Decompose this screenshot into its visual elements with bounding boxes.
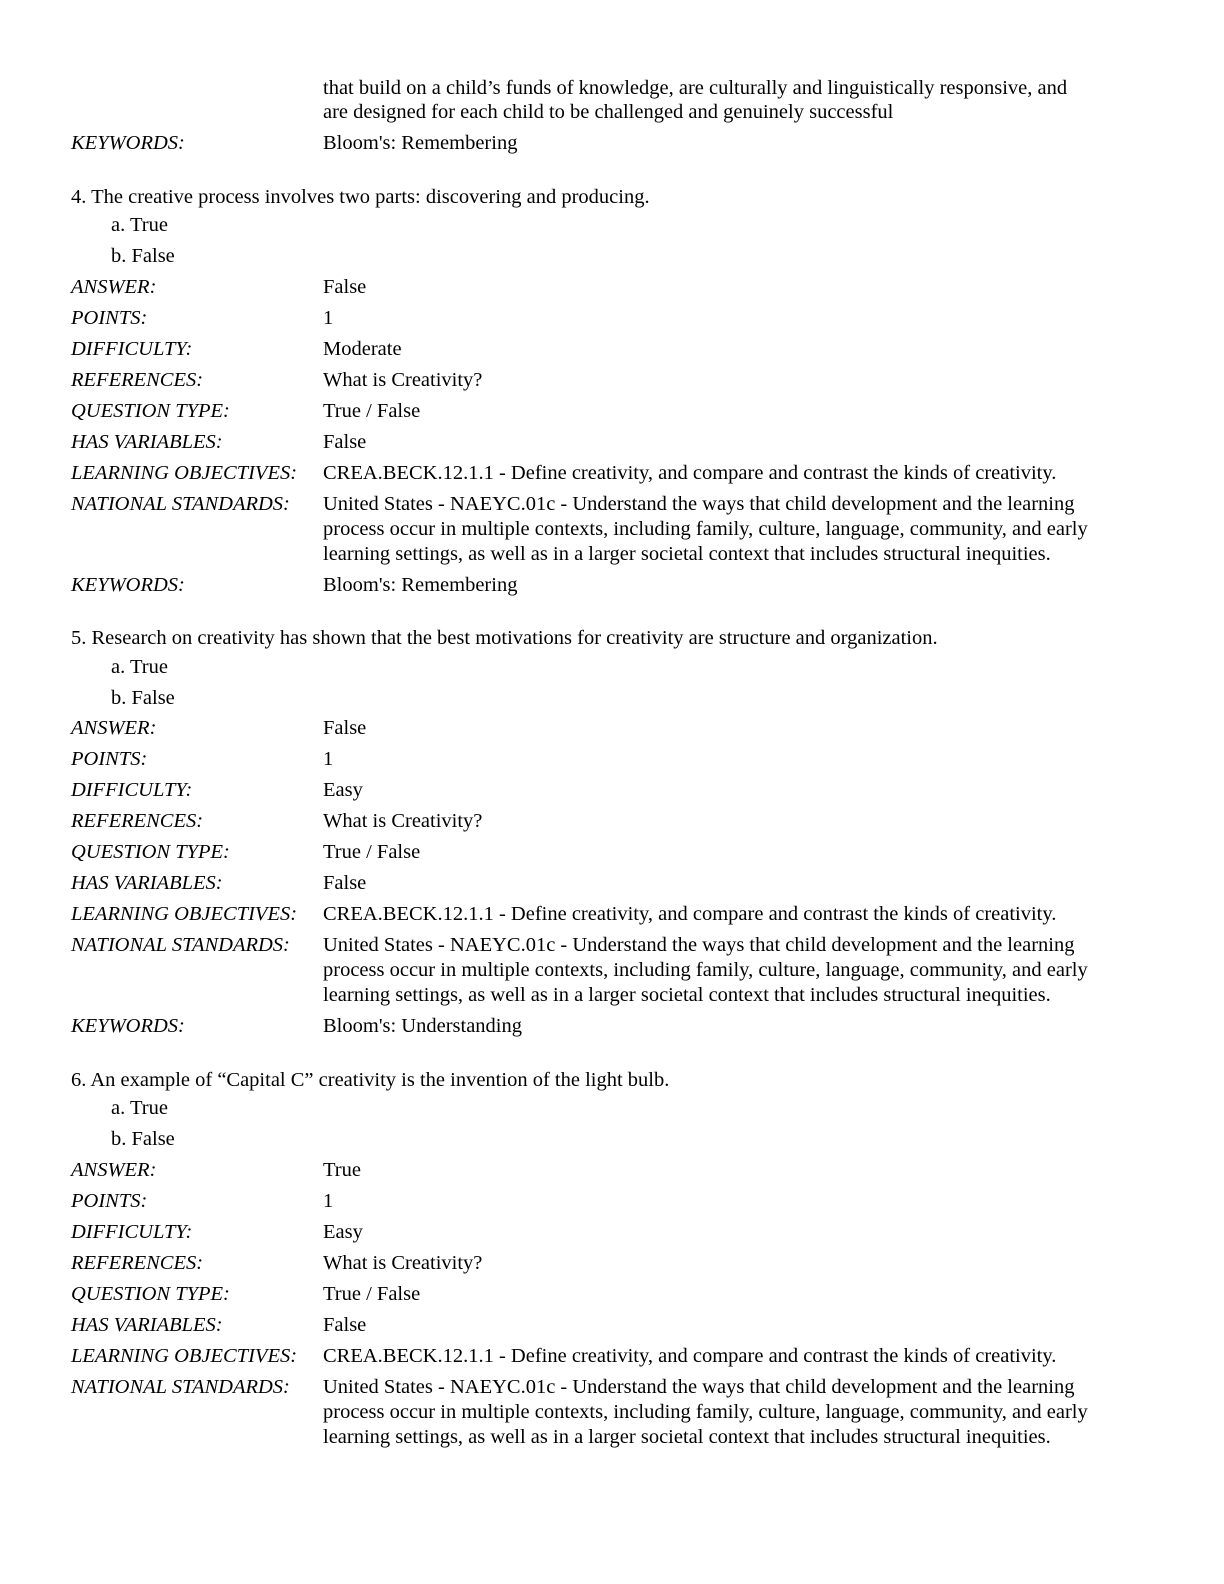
references-value: What is Creativity? xyxy=(323,1252,483,1274)
learning-objectives-label: LEARNING OBJECTIVES: xyxy=(71,1345,298,1367)
keywords-value: Bloom's: Understanding xyxy=(323,1015,523,1037)
answer-value: False xyxy=(323,276,367,298)
carryover-line-1: that build on a child’s funds of knowledge, are culturally and linguistically responsive, and xyxy=(323,77,1068,99)
has-variables-value: False xyxy=(323,872,367,894)
question-stem: 5. Research on creativity has shown that the best motivations for creativity are structure and organization. xyxy=(71,627,938,649)
difficulty-label: DIFFICULTY: xyxy=(71,779,193,801)
answer-value: False xyxy=(323,717,367,739)
national-standards-line-3: learning settings, as well as in a larger societal context that includes structural inequities. xyxy=(323,984,1051,1006)
question-type-value: True / False xyxy=(323,1283,421,1305)
keywords-value: Bloom's: Remembering xyxy=(323,132,518,154)
question-type-label: QUESTION TYPE: xyxy=(71,1283,230,1305)
national-standards-line-2: process occur in multiple contexts, including family, culture, language, community, and early xyxy=(323,518,1088,540)
keywords-label: KEYWORDS: xyxy=(71,1015,185,1037)
national-standards-label: NATIONAL STANDARDS: xyxy=(71,934,290,956)
difficulty-value: Easy xyxy=(323,1221,363,1243)
points-label: POINTS: xyxy=(71,748,148,770)
points-label: POINTS: xyxy=(71,1190,148,1212)
national-standards-line-1: United States - NAEYC.01c - Understand the ways that child development and the learning xyxy=(323,934,1075,956)
question-stem: 6. An example of “Capital C” creativity is the invention of the light bulb. xyxy=(71,1069,670,1091)
has-variables-value: False xyxy=(323,431,367,453)
national-standards-line-1: United States - NAEYC.01c - Understand the ways that child development and the learning xyxy=(323,493,1075,515)
national-standards-line-1: United States - NAEYC.01c - Understand the ways that child development and the learning xyxy=(323,1376,1075,1398)
has-variables-label: HAS VARIABLES: xyxy=(71,872,223,894)
difficulty-label: DIFFICULTY: xyxy=(71,1221,193,1243)
references-label: REFERENCES: xyxy=(71,369,204,391)
option-b: b. False xyxy=(111,687,175,709)
answer-label: ANSWER: xyxy=(71,717,157,739)
national-standards-line-2: process occur in multiple contexts, including family, culture, language, community, and early xyxy=(323,1401,1088,1423)
option-b: b. False xyxy=(111,1128,175,1150)
carryover-line-2: are designed for each child to be challenged and genuinely successful xyxy=(323,101,894,123)
references-label: REFERENCES: xyxy=(71,1252,204,1274)
points-value: 1 xyxy=(323,748,334,770)
national-standards-line-3: learning settings, as well as in a larger societal context that includes structural inequities. xyxy=(323,1426,1051,1448)
question-type-label: QUESTION TYPE: xyxy=(71,841,230,863)
references-label: REFERENCES: xyxy=(71,810,204,832)
question-type-value: True / False xyxy=(323,841,421,863)
difficulty-value: Moderate xyxy=(323,338,402,360)
learning-objectives-value: CREA.BECK.12.1.1 - Define creativity, and compare and contrast the kinds of creativity. xyxy=(323,1345,1057,1367)
points-value: 1 xyxy=(323,307,334,329)
keywords-label: KEYWORDS: xyxy=(71,132,185,154)
national-standards-label: NATIONAL STANDARDS: xyxy=(71,493,290,515)
option-a: a. True xyxy=(111,656,168,678)
has-variables-label: HAS VARIABLES: xyxy=(71,1314,223,1336)
answer-label: ANSWER: xyxy=(71,1159,157,1181)
answer-value: True xyxy=(323,1159,361,1181)
keywords-value: Bloom's: Remembering xyxy=(323,574,518,596)
references-value: What is Creativity? xyxy=(323,810,483,832)
keywords-label: KEYWORDS: xyxy=(71,574,185,596)
national-standards-line-3: learning settings, as well as in a larger societal context that includes structural inequities. xyxy=(323,543,1051,565)
learning-objectives-label: LEARNING OBJECTIVES: xyxy=(71,903,298,925)
points-label: POINTS: xyxy=(71,307,148,329)
has-variables-label: HAS VARIABLES: xyxy=(71,431,223,453)
learning-objectives-label: LEARNING OBJECTIVES: xyxy=(71,462,298,484)
question-type-label: QUESTION TYPE: xyxy=(71,400,230,422)
national-standards-label: NATIONAL STANDARDS: xyxy=(71,1376,290,1398)
has-variables-value: False xyxy=(323,1314,367,1336)
points-value: 1 xyxy=(323,1190,334,1212)
question-type-value: True / False xyxy=(323,400,421,422)
option-a: a. True xyxy=(111,214,168,236)
option-a: a. True xyxy=(111,1097,168,1119)
references-value: What is Creativity? xyxy=(323,369,483,391)
option-b: b. False xyxy=(111,245,175,267)
difficulty-value: Easy xyxy=(323,779,363,801)
national-standards-line-2: process occur in multiple contexts, including family, culture, language, community, and early xyxy=(323,959,1088,981)
difficulty-label: DIFFICULTY: xyxy=(71,338,193,360)
answer-label: ANSWER: xyxy=(71,276,157,298)
learning-objectives-value: CREA.BECK.12.1.1 - Define creativity, and compare and contrast the kinds of creativity. xyxy=(323,903,1057,925)
question-stem: 4. The creative process involves two parts: discovering and producing. xyxy=(71,186,650,208)
learning-objectives-value: CREA.BECK.12.1.1 - Define creativity, and compare and contrast the kinds of creativity. xyxy=(323,462,1057,484)
